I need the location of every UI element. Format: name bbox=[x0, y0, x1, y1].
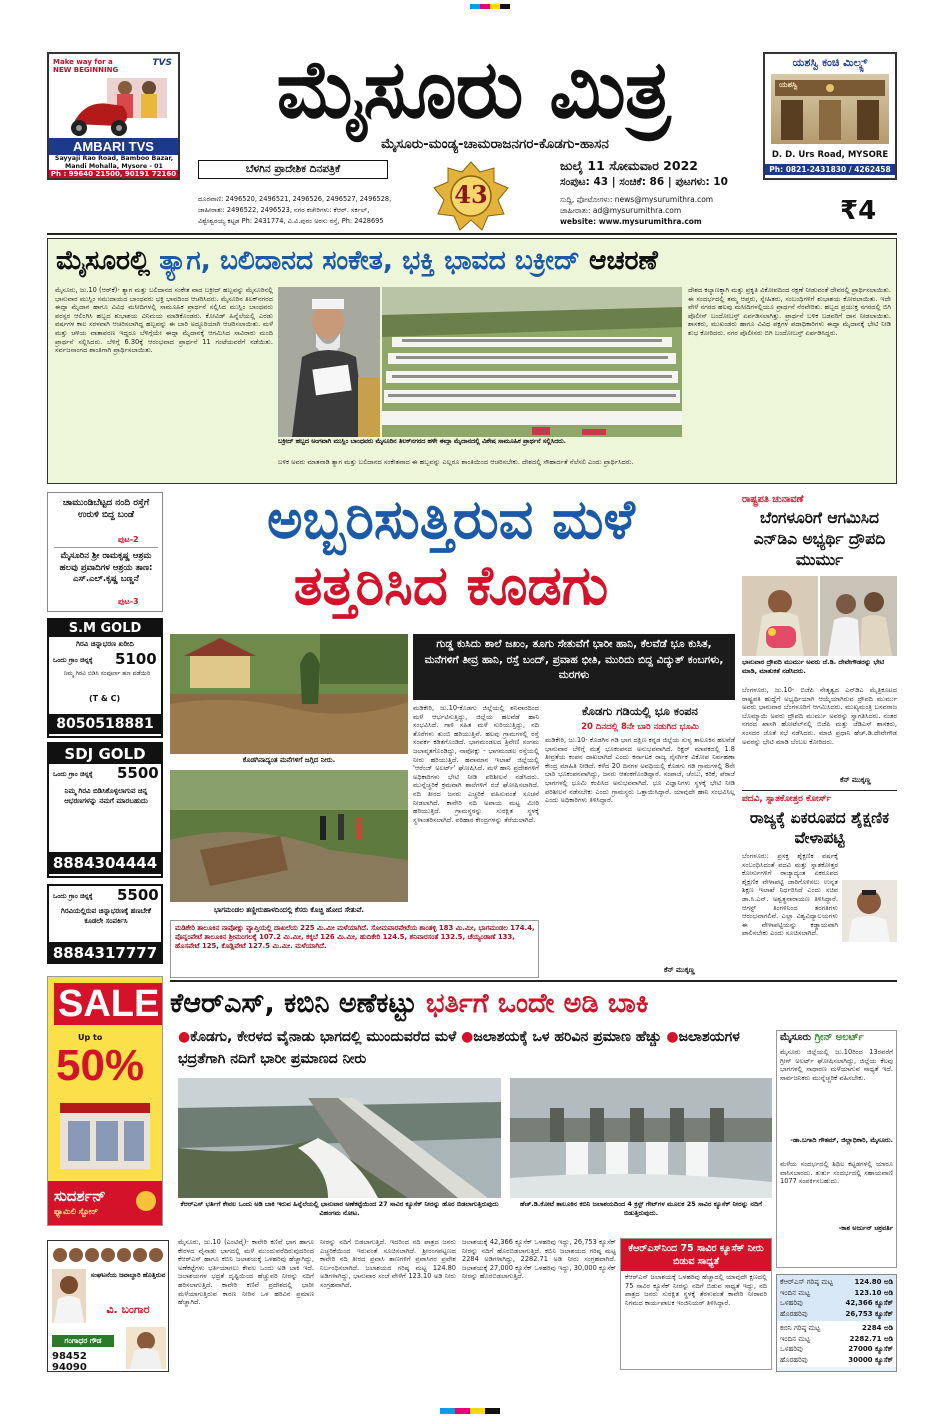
rain-headline-2: ತತ್ತರಿಸಿದ ಕೊಡಗು bbox=[293, 554, 609, 617]
yashaswi-title: ಯಶಸ್ವಿ ಕಂಚಿ ಮಿಲ್ಕ್ಸ್ bbox=[792, 56, 868, 69]
washed-bridge-caption: ಭಾಗಮಂಡಲ ತಣ್ಣೀರುಹಾಳದಿಂದಲ್ಲಿ ಕೆಸರು ಕೊಚ್ಚಿ ಹೋದ ಸೇತುವೆ. bbox=[213, 906, 365, 914]
masthead-regions: ಮೈಸೂರು-ಮಂಡ್ಯ-ಚಾಮರಾಜನಗರ-ಕೊಡಗು-ಹಾಸನ bbox=[381, 136, 609, 152]
dam-col-3: ಜಲಾಶಯಕ್ಕೆ 42,366 ಕ್ಯೂಸೆಕ್ ಒಳಹರಿವು ಇದ್ದು, 26,753 ಕ್ಯೂಸೆಕ್ ನೀರನ್ನು ನದಿಗೆ ಹೊರಬಿಡಲಾಗುತ್ತಿದೆ. ಕಬಿನಿ ಜಲಾಶಯದ ಗರಿಷ್ಠ ಮಟ್ಟ 2284 ಅಡಿಗಳಾಗಿದ್ದು, 2282.71 ಅಡಿ ನೀರು ಸಂಗ್ರಹವಾಗಿದೆ. ಜಲಾಶಯಕ್ಕೆ 27,000 ಕ್ಯೂಸೆಕ್ ಒಳಹರಿವು ಇದ್ದು, 30,000 ಕ್ಯೂಸೆಕ್ ನೀರನ್ನು ಹೊರಬಿಡಲಾಗುತ್ತಿದೆ. bbox=[462, 1238, 616, 1281]
eid-prayer-crowd-photo bbox=[382, 287, 682, 437]
krs-dam-photo bbox=[178, 1078, 501, 1198]
gold3-text: ಗಿರವಿಯಲ್ಲಿರುವ ಚಿನ್ನಾಭರಣಕ್ಕೆ ಹಣಬೇಕೆ ಕೂಡಲೇ ಸಂಪರ್ಕಿಸಿ bbox=[60, 907, 151, 925]
teaser-2[interactable]: ಮೈಸೂರಿನ ಶ್ರೀ ರಾಮಕೃಷ್ಣ ಆಶ್ರಮ ಹಲವು ಪ್ರವಾದಿಗಳ ಆಶ್ರಯ ತಾಣ: ಎಸ್.ಎಲ್.ಕೃಷ್ಣ ಬಣ್ಣನೆ bbox=[59, 551, 153, 584]
krs-photo-caption: ಕೆಆರ್‌ಎಸ್ ಭರ್ತಿಗೆ ಕೇವಲ ಒಂದು ಅಡಿ ಬಾಕಿ ಇರುವ ಹಿನ್ನೆಲೆಯಲ್ಲಿ ಭಾನುವಾರ ಅಣೆಕಟ್ಟೆಯಿಂದ 27 ಸಾವಿರ ಕ್ಯೂಸೆಕ್ ನೀರನ್ನು ಹೊರ ಬಿಡಲಾಗುತ್ತಿರುವುದು ವಿಹಂಗಮ ನೋಟ. bbox=[180, 1200, 499, 1217]
teaser-2-page[interactable]: ಪುಟ-3 bbox=[118, 597, 139, 606]
quake-text: ಮಡಿಕೇರಿ, ಜು.10- ಕೊಡಗಿನ ಗಡಿ ಭಾಗ ದಕ್ಷಿಣ ಕನ್ನಡ ಜಿಲ್ಲೆಯ ಸುಳ್ಯ ತಾಲೂಕಿನ ಹಲವೆಡೆ ಭಾನುವಾರ ಬೆಳಿಗ್ಗೆ ಮತ್ತೆ ಭೂಕಂಪನದ ಅನುಭವವಾಗಿದೆ. ರಿಕ್ಟರ್ ಮಾಪಕದಲ್ಲಿ 1.8 ತೀವ್ರತೆಯ ಕಂಪನ ದಾಖಲಾಗಿದೆ ಎಂದು ಕರ್ನಾಟಕ ರಾಜ್ಯ ನೈಸರ್ಗಿಕ ವಿಕೋಪ ನಿರ್ವಹಣಾ ಕೇಂದ್ರ ಮಾಹಿತಿ ನೀಡಿದೆ. ಕಳೆದ 20 ದಿನಗಳ ಅವಧಿಯಲ್ಲಿ ಕೊಡಗು ಗಡಿ ಗ್ರಾಮಗಳಲ್ಲಿ 8ನೇ ಬಾರಿ ಭೂಕಂಪನವಾಗಿದ್ದು, ಜನರು ಆತಂಕಗೊಂಡಿದ್ದಾರೆ. ಸಂಪಾಜೆ, ಚೆಂಬು, ಕರಿಕೆ, ಪೆರಾಜೆ ಭಾಗಗಳಲ್ಲಿ ಭೂಮಿ ಕಂಪಿಸಿದ ಅನುಭವವಾಗಿದೆ. ಭೂ ವಿಜ್ಞಾನಿಗಳು ಸ್ಥಳಕ್ಕೆ ಭೇಟಿ ನೀಡಿ ಪರಿಶೀಲನೆ ನಡೆಸಬೇಕು ಎಂದು ಗ್ರಾಮಸ್ಥರು ಒತ್ತಾಯಿಸಿದ್ದಾರೆ. ಯಾವುದೇ ಹಾನಿ ಸಂಭವಿಸಿಲ್ಲ ಎಂದು ಅಧಿಕಾರಿಗಳು ತಿಳಿಸಿದ್ದಾರೆ. bbox=[545, 736, 735, 805]
right-rule-1 bbox=[742, 790, 897, 791]
dam-alert-text: ಕೆಆರ್‌ಎಸ್ ಜಲಾಶಯಕ್ಕೆ ಒಳಹರಿವು ಹೆಚ್ಚಾದಲ್ಲಿ ಯಾವುದೇ ಕ್ಷಣದಲ್ಲಿ 75 ಸಾವಿರ ಕ್ಯೂಸೆಕ್ ನೀರನ್ನು ನದಿಗೆ ಬಿಡುವ ಸಾಧ್ಯತೆ ಇದ್ದು, ನದಿ ಪಾತ್ರದ ಜನರು ಸುರಕ್ಷಿತ ಸ್ಥಳಕ್ಕೆ ತೆರಳುವಂತೆ ಕಾವೇರಿ ನೀರಾವರಿ ನಿಗಮದ ಕಾರ್ಯಪಾಲಕ ಇಂಜಿನಿಯರ್ ತಿಳಿಸಿದ್ದಾರೆ. bbox=[625, 1273, 767, 1307]
stat-label: ಇಂದಿನ ಮಟ್ಟ bbox=[780, 1288, 811, 1297]
congrats-ad[interactable] bbox=[47, 1240, 169, 1372]
ambari-phone: Ph : 99640 21500, 90191 72160 bbox=[50, 170, 177, 178]
issue-meta bbox=[560, 176, 780, 189]
sudarshan-name: ಸುದರ್ಶನ್ bbox=[54, 1187, 106, 1205]
scooter-illustration bbox=[63, 76, 173, 138]
stat-label: ಒಳಹರಿವು bbox=[780, 1299, 803, 1307]
masthead-title: ಮೈಸೂರು ಮಿತ್ರ bbox=[276, 43, 670, 136]
bullet-dot: ● bbox=[666, 1029, 679, 1045]
kabini-row bbox=[780, 1344, 893, 1355]
dam-bullet-1: ಕೊಡಗು, ಕೇರಳದ ವೈನಾಡು ಭಾಗದಲ್ಲಿ ಮುಂದುವರೆದ ಮಳೆ bbox=[190, 1029, 457, 1045]
gold3-phone: 8884317777 bbox=[49, 942, 161, 964]
sale-upto: Up to bbox=[78, 1033, 103, 1042]
phones-line-3: ವಿಶ್ವೇಶ್ವರಯ್ಯ ಕಟ್ಟಡ Ph: 2431774, ವಿ.ವಿ.ಪುರಂ ಅರಸು ರಸ್ತೆ, Ph: 2428695 bbox=[198, 217, 384, 225]
quake-headline: ಕೊಡಗು ಗಡಿಯಲ್ಲಿ ಭೂ ಕಂಪನ bbox=[582, 704, 698, 718]
dam-headline-b: ಭರ್ತಿಗೆ ಒಂದೇ ಅಡಿ ಬಾಕಿ bbox=[426, 988, 649, 1019]
masthead-rule bbox=[47, 233, 897, 235]
sale-ad[interactable] bbox=[47, 976, 163, 1226]
contact-emails bbox=[560, 194, 770, 227]
sale-word: SALE bbox=[54, 983, 163, 1025]
stat-value: 27000 ಕ್ಯೂಸೆಕ್ bbox=[848, 1345, 893, 1353]
dam-stats-table bbox=[776, 1274, 897, 1372]
dam-col-2: ನೀರನ್ನು ನದಿಗೆ ಬಿಡಲಾಗುತ್ತಿದೆ. ಇದರಿಂದ ನದಿ ಪಾತ್ರದ ಜನರು ಎಚ್ಚರಿಕೆಯಿಂದ ಇರುವಂತೆ ಸೂಚಿಸಲಾಗಿದೆ. ಶ್ರೀರಂಗಪಟ್ಟಣದ ಕಾವೇರಿ ನದಿ ತೀರದ ಪ್ರವಾಸಿ ತಾಣಗಳಿಗೆ ಪ್ರವಾಸಿಗರ ಪ್ರವೇಶ ನಿರ್ಬಂಧಿಸಲಾಗಿದೆ. ಜಲಾಶಯದ ಗರಿಷ್ಠ ಮಟ್ಟ 124.80 ಅಡಿಗಳಾಗಿದ್ದು, ಭಾನುವಾರ ಸಂಜೆ ವೇಳೆಗೆ 123.10 ಅಡಿ ನೀರು ಸಂಗ್ರಹವಾಗಿದೆ. bbox=[320, 1238, 456, 1289]
sep-bar: | bbox=[667, 176, 676, 188]
lead-headline-b: ತ್ಯಾಗ, ಬಲಿದಾನದ ಸಂಕೇತ, ಭಕ್ತಿ ಭಾವದ ಬಕ್ರೀದ್ bbox=[159, 245, 580, 276]
president-byline: ಕೆನ್ ಮುಕ್ಕಣ್ಣ bbox=[840, 776, 871, 784]
stat-label: ಇಂದಿನ ಮಟ್ಟ bbox=[780, 1334, 811, 1343]
second-portrait bbox=[126, 1327, 166, 1369]
gold3-rate-label: ಒಂದು ಗ್ರಾಂ ಚಿನ್ನಕ್ಕೆ bbox=[53, 892, 93, 900]
phones-line-2: ಜಾಹೀರಾತು: 2496522, 2496523, ನಗರ ಕಚೇರಿಗಳು: ಕೆಆರ್. ಸರ್ಕಲ್, bbox=[198, 206, 370, 214]
email-news[interactable]: ಸುದ್ದಿ, ಫೋಟೋಗಳು: news@mysurumithra.com bbox=[560, 195, 714, 204]
green-alert-source: -ಡಾ.ಬಗಾದಿ ಗೌತಮ್, ಜಿಲ್ಲಾಧಿಕಾರಿ, ಮೈಸೂರು. bbox=[790, 1136, 893, 1144]
ambari-name: AMBARI TVS bbox=[49, 138, 178, 155]
kabini-dam-photo bbox=[510, 1078, 772, 1198]
dam-bullet-2: ಜಲಾಶಯಕ್ಕೆ ಒಳ ಹರಿವಿನ ಪ್ರಮಾಣ ಹೆಚ್ಚು bbox=[473, 1029, 662, 1045]
smgold-ad[interactable] bbox=[47, 618, 163, 738]
green-alert-text: ಮೈಸೂರು ಜಿಲ್ಲೆಯಲ್ಲಿ ಜು.10ರಿಂದ 13ರವರೆಗೆ ಗ್ರೀನ್ ಅಲರ್ಟ್ ಘೋಷಿಸಲಾಗಿದ್ದು, ಜಿಲ್ಲೆಯ ಕೆಲವು ಭಾಗಗಳಲ್ಲಿ ಸಾಧಾರಣ ಮಳೆಯಾಗುವ ಸಾಧ್ಯತೆ ಇದೆ. ಸಾರ್ವಜನಿಕರು ಮುನ್ನೆಚ್ಚರಿಕೆ ವಹಿಸಬೇಕು. bbox=[780, 1048, 893, 1082]
imam-photo bbox=[278, 287, 380, 437]
pgcourse-kicker: ಪದವಿ, ಸ್ನಾತಕೋತ್ತರ ಕೋರ್ಸ್ bbox=[742, 794, 832, 804]
pgcourse-text: ಬೆಂಗಳೂರು: ಪ್ರಸಕ್ತ ಶೈಕ್ಷಣಿಕ ವರ್ಷಕ್ಕೆ ಸಂಬಂಧಿಸಿದಂತೆ ಪದವಿ ಮತ್ತು ಸ್ನಾತಕೋತ್ತರ ಕೋರ್ಸುಗಳಿಗೆ ರಾಜ್ಯಾದ್ಯಂತ ಏಕರೂಪದ ಶೈಕ್ಷಣಿಕ ವೇಳಾಪಟ್ಟಿ ಜಾರಿಗೊಳಿಸಲು ಉನ್ನತ ಶಿಕ್ಷಣ ಇಲಾಖೆ ನಿರ್ಧರಿಸಿದೆ ಎಂದು ಸಚಿವ ಡಾ.ಸಿ.ಎನ್. ಅಶ್ವತ್ಥನಾರಾಯಣ ತಿಳಿಸಿದ್ದಾರೆ. ಆಗಸ್ಟ್ ತಿಂಗಳಿನಿಂದ ತರಗತಿಗಳು ಆರಂಭವಾಗಲಿವೆ. ಎಲ್ಲಾ ವಿಶ್ವವಿದ್ಯಾಲಯಗಳು ಈ ವೇಳಾಪಟ್ಟಿಯನ್ನು ಕಡ್ಡಾಯವಾಗಿ ಪಾಲಿಸಬೇಕು ಎಂದು ಸೂಚಿಸಲಾಗಿದೆ. bbox=[742, 852, 838, 938]
price: ₹4 bbox=[840, 196, 877, 226]
sudarshan-sub: ಫ್ಯಾಮಿಲಿ ಸ್ಟೋರ್ bbox=[54, 1207, 98, 1216]
sun-icon bbox=[136, 1191, 156, 1211]
president-text: ಬೆಂಗಳೂರು, ಜು.10- ಬಿಜೆಪಿ ನೇತೃತ್ವದ ಎನ್‌ಡಿಎ ಮೈತ್ರಿಕೂಟದ ರಾಷ್ಟ್ರಪತಿ ಹುದ್ದೆಗೆ ಅಭ್ಯರ್ಥಿಯಾಗಿ ಆಯ್ಕೆಯಾಗಿರುವ ದ್ರೌಪದಿ ಮುರ್ಮು ಅವರು ಭಾನುವಾರ ಬೆಂಗಳೂರಿಗೆ ಆಗಮಿಸಿದರು. ಮುಖ್ಯಮಂತ್ರಿ ಬಸವರಾಜ ಬೊಮ್ಮಾಯಿ ಅವರು ದ್ರೌಪದಿ ಮುರ್ಮು ಅವರನ್ನು ಸ್ವಾಗತಿಸಿದರು. ನಂತರ ನಗರದ ಖಾಸಗಿ ಹೋಟೆಲ್‌ನಲ್ಲಿ ಬಿಜೆಪಿ ಮತ್ತು ಜೆಡಿಎಸ್ ಶಾಸಕರು, ಸಂಸದರ ಜೊತೆ ಸಭೆ ನಡೆಸಿದರು. ಮಾಜಿ ಪ್ರಧಾನಿ ಹೆಚ್.ಡಿ.ದೇವೇಗೌಡ ಅವರನ್ನು ಭೇಟಿ ಮಾಡಿ ಬೆಂಬಲ ಕೋರಿದರು. bbox=[742, 686, 897, 746]
murmu-photo-1 bbox=[742, 576, 818, 656]
stat-label: ಹೊರಹರಿವು bbox=[780, 1309, 808, 1318]
smgold-text: ಗಿರವಿ ಚಿನ್ನಾಭರಣ ಖರೀದಿ bbox=[76, 640, 134, 648]
yashaswi-sign: ಯಶಸ್ವಿ bbox=[779, 80, 798, 89]
page-count: ಪುಟಗಳು: 10 bbox=[675, 176, 728, 188]
congrats-phone: 98452 94090 bbox=[52, 1351, 87, 1372]
teaser-box bbox=[47, 492, 163, 612]
yashaswi-address: D. D. Urs Road, MYSORE bbox=[771, 150, 889, 160]
anniversary-emblem bbox=[428, 160, 514, 232]
dam-section-rule bbox=[170, 980, 897, 982]
bullet-dot: ● bbox=[178, 1029, 191, 1045]
leader-portrait bbox=[52, 1269, 86, 1323]
lead-col-1: ಮೈಸೂರು, ಜು.10 (ಆರ್‌ಕೆ)- ತ್ಯಾಗ ಮತ್ತು ಬಲಿದಾನದ ಸಂಕೇತ ವಾದ ಬಕ್ರೀದ್ ಹಬ್ಬವನ್ನು ಮೈಸೂರಿನಲ್ಲಿ ಭಾನುವಾರ ಮುಸ್ಲಿಂ ಸಮುದಾಯದ ಬಾಂಧವರು ಭಕ್ತಿ ಭಾವದಿಂದ ಆಚರಿಸಿದರು. ಮೈಸೂರಿನ ತಿಲಕ್‌ನಗರದ ಈದ್ಗಾ ಮೈದಾನ ಹಾಗೂ ವಿವಿಧ ಮಸೀದಿಗಳಲ್ಲಿ ಸಾಮೂಹಿಕ ಪ್ರಾರ್ಥನೆ ಸಲ್ಲಿಸಿದ ಮುಸ್ಲಿಂ ಬಾಂಧವರು ಪರಸ್ಪರ ಆಲಿಂಗಿಸಿ ಹಬ್ಬದ ಶುಭಾಶಯ ವಿನಿಮಯ ಮಾಡಿಕೊಂಡರು. ಕೋವಿಡ್ ಹಿನ್ನೆಲೆಯಲ್ಲಿ ಎರಡು ವರ್ಷಗಳ ಕಾಲ ಸರಳವಾಗಿ ಆಚರಿಸಲಾಗಿದ್ದ ಹಬ್ಬವನ್ನು ಈ ಬಾರಿ ಅದ್ಧೂರಿಯಾಗಿ ಆಚರಿಸಲಾಯಿತು. ಮಳೆ ಮತ್ತು ಚಳಿಯ ವಾತಾವರಣ ಇದ್ದರೂ ಬೆಳಿಗ್ಗೆಯೇ ಈದ್ಗಾ ಮೈದಾನಕ್ಕೆ ಆಗಮಿಸಿದ ಸಾವಿರಾರು ಮಂದಿ ಪ್ರಾರ್ಥನೆ ಸಲ್ಲಿಸಿದರು. ಬೆಳಿಗ್ಗೆ 6.30ಕ್ಕೆ ಆರಂಭವಾದ ಪ್ರಾರ್ಥನೆ 11 ಗಂಟೆಯವರೆಗೆ ನಡೆಯಿತು. ಸರ್ವಜನಾಂಗದ ಶಾಂತಿಗಾಗಿ ಪ್ರಾರ್ಥಿಸಲಾಯಿತು. bbox=[55, 286, 273, 355]
yashaswi-ad[interactable] bbox=[763, 52, 897, 180]
president-kicker: ರಾಷ್ಟ್ರಪತಿ ಚುನಾವಣೆ bbox=[742, 494, 804, 505]
storefront-graphic bbox=[56, 1099, 154, 1169]
rainfall-box bbox=[170, 920, 539, 978]
smgold-rate: 5100 bbox=[115, 650, 157, 668]
sdjgold-ad[interactable] bbox=[47, 742, 163, 878]
dam-headline-a: ಕೆಆರ್‌ಎಸ್, ಕಬಿನಿ ಅಣೆಕಟ್ಟು bbox=[170, 988, 417, 1019]
lead-below-caption: ಬಳಿಕ ಅವರು ಮಾತನಾಡಿ ತ್ಯಾಗ ಮತ್ತು ಬಲಿದಾನದ ಸಂಕೇತವಾದ ಈ ಹಬ್ಬವನ್ನು ಎಲ್ಲರೂ ಶಾಂತಿಯಿಂದ ಆಚರಿಸಬೇಕು. ದೇಶದಲ್ಲಿ ಸೌಹಾರ್ದತೆ ನೆಲೆಸಲಿ ಎಂದು ಪ್ರಾರ್ಥಿಸಿದರು. bbox=[278, 458, 634, 466]
stat-value: 2282.71 ಅಡಿ bbox=[849, 1334, 893, 1343]
issue-date: ಜುಲೈ 11 ಸೋಮವಾರ 2022 bbox=[560, 158, 698, 173]
krs-row bbox=[780, 1277, 893, 1288]
stat-value: 124.80 ಅಡಿ bbox=[854, 1278, 893, 1286]
stat-label: ಕೆಆರ್‌ಎಸ್ ಗರಿಷ್ಠ ಮಟ್ಟ bbox=[780, 1278, 833, 1286]
sep-bar: | bbox=[611, 176, 620, 188]
kabini-row bbox=[780, 1355, 893, 1366]
smgold-sub: ನಿಮ್ಮ ಗಿರವಿ ಬಿಡಿಸಿ ಸಂಪೂರ್ಣ ಹಣ ಪಡೆಯಿರಿ bbox=[63, 670, 151, 677]
kabini-row bbox=[780, 1323, 893, 1334]
president-photo-caption: ಭಾನುವಾರ ದ್ರೌಪದಿ ಮುರ್ಮು ಅವರು ಜೆ.ಡಿ. ದೇವೇಗೌಡರನ್ನು ಭೇಟಿ ಮಾಡಿ, ಮಾತುಕತೆ ನಡೆಸಿದರು. bbox=[742, 658, 885, 675]
flood-house-photo bbox=[170, 634, 408, 754]
green-alert-kicker bbox=[780, 1032, 896, 1043]
stat-value: 2284 ಅಡಿ bbox=[862, 1324, 893, 1332]
president-headline: ಬೆಂಗಳೂರಿಗೆ ಆಗಮಿಸಿದ ಎನ್‌ಡಿಎ ಅಭ್ಯರ್ಥಿ ದ್ರೌಪದಿ ಮುರ್ಮು bbox=[753, 509, 886, 569]
teaser-divider bbox=[54, 547, 158, 548]
green-alert-kicker-b: ಗ್ರೀನ್ ಅಲರ್ಟ್ bbox=[814, 1032, 864, 1043]
kabini-photo-caption: ಹೆಚ್.ಡಿ.ಕೋಟೆ ತಾಲೂಕಿನ ಕಬಿನಿ ಜಲಾಶಯದಿಂದ 4 ಕ್ರಸ್ಟ್ ಗೇಟ್‌ಗಳ ಮೂಲಕ 25 ಸಾವಿರ ಕ್ಯೂಸೆಕ್ ನೀರನ್ನು ನದಿಗೆ ಬಿಡುತ್ತಿರುವುದು. bbox=[519, 1200, 763, 1217]
issue-number: ಸಂಚಿಕೆ: 86 bbox=[619, 176, 665, 188]
congrats-name: ವಿ. ಬಂಗಾರ bbox=[106, 1303, 150, 1316]
teaser-1[interactable]: ಚಾಮುಂಡಿಬೆಟ್ಟದ ನಂದಿ ರಸ್ತೆಗೆ ಉರುಳಿ ಬಿದ್ದ ಬಂಡೆ bbox=[62, 498, 150, 520]
teaser-1-page[interactable]: ಪುಟ-2 bbox=[118, 535, 139, 544]
dam-alert-box bbox=[620, 1238, 772, 1370]
rain-headline-1: ಅಬ್ಬರಿಸುತ್ತಿರುವ ಮಳೆ bbox=[267, 488, 635, 551]
green-alert-source-2: -ಕಾಶ ಅರ್ಜುನ್ ಚಕ್ರವರ್ತಿ bbox=[838, 1224, 893, 1232]
stat-label: ಹೊರಹರಿವು bbox=[780, 1355, 808, 1364]
ambari-address: Sayyaji Rao Road, Bamboo Bazar, Mandi Mohalla, Mysore - 01 bbox=[54, 155, 174, 170]
rain-deck: ಗುಡ್ಡ ಕುಸಿದು ಶಾಲೆ ಜಖಂ, ತೂಗು ಸೇತುವೆಗೆ ಭಾರೀ ಹಾನಿ, ಕೆಲವೆಡೆ ಭೂ ಕುಸಿತ, ಮನೆಗಳಿಗೆ ತೀವ್ರ ಹಾನಿ, ರಸ್ತೆ ಬಂದ್, ಪ್ರವಾಹ ಭೀತಿ, ಮುರಿದು ಬಿದ್ದ ವಿದ್ಯುತ್ ಕಂಬಗಳು, ಮರಗಳು bbox=[413, 634, 735, 700]
rain-col-mid: ಮಡಿಕೇರಿ, ಜು.10-ಕೊಡಗು ಜಿಲ್ಲೆಯಲ್ಲಿ ಶನಿವಾರದಿಂದ ಮಳೆ ಆರ್ಭಟಿಸುತ್ತಿದ್ದು, ಜಿಲ್ಲೆಯ ಹಲವೆಡೆ ಹಾನಿ ಸಂಭವಿಸಿದೆ. ಗಾಳಿ ಸಹಿತ ಮಳೆ ಸುರಿಯುತ್ತಿದ್ದು, ನದಿ ತೊರೆಗಳು ತುಂಬಿ ಹರಿಯುತ್ತಿವೆ. ಹಲವು ಗ್ರಾಮಗಳಲ್ಲಿ ರಸ್ತೆ ಸಂಪರ್ಕ ಕಡಿತಗೊಂಡಿದೆ. ಭಾಗಮಂಡಲದ ತ್ರಿವೇಣಿ ಸಂಗಮ ಜಲಾವೃತಗೊಂಡಿದ್ದು, ನಾಪೋಕ್ಲು - ಭಾಗಮಂಡಲ ರಸ್ತೆಯಲ್ಲಿ ನೀರು ಹರಿಯುತ್ತಿದೆ. ಹವಾಮಾನ ಇಲಾಖೆ ಜಿಲ್ಲೆಯಲ್ಲಿ 'ಆರೆಂಜ್ ಅಲರ್ಟ್' ಘೋಷಿಸಿದೆ. ಮಳೆ ಹಾನಿ ಪ್ರದೇಶಗಳಿಗೆ ಅಧಿಕಾರಿಗಳು ಭೇಟಿ ನೀಡಿ ಪರಿಶೀಲನೆ ನಡೆಸಿದರು. ಮುನ್ನೆಚ್ಚರಿಕೆ ಕ್ರಮವಾಗಿ ಶಾಲೆಗಳಿಗೆ ರಜೆ ಘೋಷಿಸಲಾಗಿದೆ. ನದಿ ತೀರದ ಜನರು ಎಚ್ಚರಿಕೆ ವಹಿಸುವಂತೆ ಸೂಚನೆ ನೀಡಲಾಗಿದೆ. ಕಾವೇರಿ ನದಿ ಅಪಾಯ ಮಟ್ಟ ಮೀರಿ ಹರಿಯುತ್ತಿದೆ. ಗ್ರಾಮಸ್ಥರನ್ನು ಸುರಕ್ಷಿತ ಸ್ಥಳಕ್ಕೆ ಸ್ಥಳಾಂತರಿಸಲಾಗಿದೆ. ಪರಿಹಾರ ಕೇಂದ್ರಗಳನ್ನು ತೆರೆಯಲಾಗಿದೆ. bbox=[413, 704, 539, 824]
quake-subhead: 20 ದಿನದಲ್ಲಿ 8ನೇ ಬಾರಿ ನಡುಗಿದ ಭೂಮಿ bbox=[581, 722, 699, 732]
rainfall-text: ಮಡಿಕೇರಿ ತಾಲೂಕಿನ ನಾಪೋಕ್ಲು ವ್ಯಾಪ್ತಿಯಲ್ಲಿ ದಾಖಲೆಯ 225 ಮಿ.ಮೀ ಮಳೆಯಾಗಿದೆ. ಸೋಮವಾರಪೇಟೆಯ ಶಾಂತಳ್ಳಿ 183 ಮಿ.ಮೀ, ಭಾಗಮಂಡಲ 174.4, ಪೊನ್ನಂಪೇಟೆ ತಾಲೂಕಿನ ಶ್ರೀಮಂಗಲಕ್ಕೆ 107.2 ಮಿ.ಮೀ, ಕಕ್ಕಬೆ 126 ಮಿ.ಮೀ, ಹುದಿಕೇರಿ 124.5, ಶನಿವಾರಸಂತೆ 132.5, ಚೆಯ್ಯಂಡಾಣೆ 133, ಹೊಸಪೇಟೆ 125, ಕೊಡ್ಲಿಪೇಟೆ 127.5 ಮಿ.ಮೀ. ಮಳೆಯಾಗಿದೆ. bbox=[175, 924, 535, 950]
contact-phones bbox=[198, 194, 428, 227]
stat-value: 26,753 ಕ್ಯೂಸೆಕ್ bbox=[845, 1309, 893, 1318]
stat-value: 30000 ಕ್ಯೂಸೆಕ್ bbox=[848, 1355, 893, 1364]
lead-photo-caption: ಬಕ್ರೀದ್ ಹಬ್ಬದ ಅಂಗವಾಗಿ ಮುಸ್ಲಿಂ ಬಾಂಧವರು ಮೈಸೂರಿನ ತಿಲಕ್‌ನಗರದ ಹಳೇ ಈದ್ಗಾ ಮೈದಾನದಲ್ಲಿ ವಿಶೇಷ ಸಾಮೂಹಿಕ ಪ್ರಾರ್ಥನೆ ಸಲ್ಲಿಸಿದರು. bbox=[278, 438, 567, 445]
ambari-tagline: Make way for a NEW BEGINNING bbox=[53, 58, 119, 74]
kabini-row bbox=[780, 1334, 893, 1345]
bullet-dot: ● bbox=[461, 1029, 474, 1045]
lead-headline bbox=[56, 241, 892, 281]
kabini-stats bbox=[777, 1321, 896, 1367]
yashaswi-phone: Ph: 0821-2431830 / 4262458 bbox=[765, 164, 895, 175]
smgold-phone: 8050518881 bbox=[49, 714, 161, 734]
phones-line-1: ದೂರವಾಣಿ: 2496520, 2496521, 2496526, 2496527, 2496528, bbox=[198, 195, 392, 203]
sdjgold-rate: 5500 bbox=[117, 764, 159, 782]
pgcourse-headline: ರಾಜ್ಯಕ್ಕೆ ಏಕರೂಪದ ಶೈಕ್ಷಣಿಕ ವೇಳಾಪಟ್ಟಿ bbox=[749, 809, 890, 847]
smgold-title: S.M GOLD bbox=[49, 620, 161, 637]
dam-col-1: ಮೈಸೂರು, ಜು.10 (ಎಂಟಿವೈ)- ಕಾವೇರಿ ಕಣಿವೆ ಭಾಗ ಹಾಗೂ ಕೇರಳದ ವೈನಾಡು ಭಾಗದಲ್ಲಿ ಮಳೆ ಮುಂದುವರೆದಿರುವುದರಿಂದ ಕೆಆರ್‌ಎಸ್ ಹಾಗೂ ಕಬಿನಿ ಜಲಾಶಯಕ್ಕೆ ಒಳಹರಿವು ಹೆಚ್ಚಾಗಿದ್ದು, ಅಣೆಕಟ್ಟೆಗಳು ಭರ್ತಿಯಾಗಲು ಕೇವಲ ಒಂದು ಅಡಿ ಬಾಕಿ ಇದೆ. ಜಲಾಶಯಗಳ ಭದ್ರತೆ ದೃಷ್ಟಿಯಿಂದ ಹೆಚ್ಚುವರಿ ನೀರನ್ನು ನದಿಗೆ ಹರಿಸಲಾಗುತ್ತಿದೆ. ಕಾವೇರಿ ಕಣಿವೆ ಪ್ರದೇಶದಲ್ಲಿ ಭಾರೀ ಮಳೆಯಾಗುತ್ತಿರುವ ಕಾರಣ ನೀರಿನ ಒಳ ಹರಿವಿನ ಪ್ರಮಾಣ ಹೆಚ್ಚಾಗಿದೆ. bbox=[178, 1238, 314, 1307]
sdjgold-title: SDJ GOLD bbox=[49, 744, 161, 764]
print-color-bar-top bbox=[470, 4, 510, 9]
website-link[interactable]: website: www.mysurumithra.com bbox=[560, 217, 702, 226]
volume: ಸಂಪುಟ: 43 bbox=[560, 176, 609, 188]
lead-headline-a: ಮೈಸೂರಲ್ಲಿ bbox=[56, 245, 151, 276]
krs-stats bbox=[777, 1275, 896, 1321]
stat-value: 123.10 ಅಡಿ bbox=[854, 1288, 893, 1297]
lead-headline-c: ಆಚರಣೆ bbox=[588, 245, 658, 276]
dam-bullet-3: ಜಲಾಶಯಗಳ ಭದ್ರತೆಗಾಗಿ ನದಿಗೆ ಭಾರೀ ಪ್ರಮಾಣದ ನೀರು bbox=[178, 1029, 740, 1067]
krs-row bbox=[780, 1288, 893, 1299]
sale-percent: 50% bbox=[56, 1041, 145, 1090]
dam-alert-head: ಕೆಆರ್‌ಎಸ್‌ನಿಂದ 75 ಸಾವಿರ ಕ್ಯೂಸೆಕ್ ನೀರು ಬಿಡುವ ಸಾಧ್ಯತೆ bbox=[621, 1239, 771, 1271]
print-color-bar-bottom bbox=[440, 1408, 500, 1414]
sdjgold-text: ನಿಮ್ಮ ಗಿರವಿ ಬಿಡಿಸಿಕೊಳ್ಳಲಾಗುವ ಚಿನ್ನ ಆಭರಣಗಳನ್ನು ನಮಗೆ ಮಾರಬಹುದು bbox=[64, 787, 148, 805]
sudarshan-logo bbox=[48, 1181, 162, 1225]
sdjgold-phone: 8884304444 bbox=[49, 852, 161, 874]
green-alert-text-2: ಮಳೆಯ ಸಂದರ್ಭದಲ್ಲಿ ಶಿಥಿಲ ಕಟ್ಟಡಗಳಲ್ಲಿ ಯಾರೂ ವಾಸಿಸಬಾರದು. ತುರ್ತು ಸಂದರ್ಭದಲ್ಲಿ ಸಹಾಯವಾಣಿ 1077 ಸಂಪರ್ಕಿಸಬಹುದು. bbox=[780, 1160, 893, 1186]
flood-house-caption: ಕೊಡಗಿನಾದ್ಯಂತ ಮನೆಗಳಿಗೆ ಜಗ್ಗಿದ ನೀರು. bbox=[242, 756, 336, 764]
stat-value: 42,366 ಕ್ಯೂಸೆಕ್ bbox=[845, 1299, 893, 1307]
minister-photo bbox=[842, 880, 897, 942]
stat-label: ಒಳಹರಿವು bbox=[780, 1345, 803, 1353]
dam-headline bbox=[170, 984, 897, 1024]
congrats-text: ಸಂಘಟನೆಯ ಜವಾಬ್ದಾರಿ ಹೊತ್ತಿರುವ bbox=[90, 1271, 166, 1279]
krs-row bbox=[780, 1298, 893, 1309]
stat-label: ಕಬಿನಿ ಗರಿಷ್ಠ ಮಟ್ಟ bbox=[780, 1324, 821, 1332]
sdjgold-rate-label: ಒಂದು ಗ್ರಾಂ ಚಿನ್ನಕ್ಕೆ bbox=[53, 770, 93, 778]
smgold-terms: (T & C) bbox=[89, 694, 121, 703]
anniversary-number: 43 bbox=[454, 180, 488, 209]
lead-col-4: ದೇಶದ ಕಲ್ಯಾಣಕ್ಕಾಗಿ ಮತ್ತು ಪ್ರಕೃತಿ ವಿಕೋಪದಿಂದ ರಕ್ಷಣೆ ನೀಡುವಂತೆ ದೇವರಲ್ಲಿ ಪ್ರಾರ್ಥಿಸಲಾಯಿತು. ಈ ಸಂದರ್ಭದಲ್ಲಿ ತಮ್ಮ ಆಪ್ತರು, ಸ್ನೇಹಿತರು, ಸಂಬಂಧಿಗಳಿಗೆ ಶುಭಾಶಯ ಕೋರಲಾಯಿತು. ಇದೇ ವೇಳೆ ನಗರದ ಹಲವು ಮಸೀದಿಗಳಲ್ಲಿಯೂ ಪ್ರಾರ್ಥನೆ ನೆರವೇರಿತು. ಹಬ್ಬದ ಪ್ರಯುಕ್ತ ನಗರದಲ್ಲಿ ಬಿಗಿ ಪೊಲೀಸ್ ಬಂದೋಬಸ್ತ್ ಏರ್ಪಡಿಸಲಾಗಿತ್ತು. ಪ್ರಾರ್ಥನೆ ಬಳಿಕ ಬಡವರಿಗೆ ದಾನ ನೀಡಲಾಯಿತು. ಶಾಸಕರು, ಮುಖಂಡರು ಹಾಗೂ ವಿವಿಧ ಪಕ್ಷಗಳ ಪದಾಧಿಕಾರಿಗಳು ಈದ್ಗಾ ಮೈದಾನಕ್ಕೆ ಭೇಟಿ ನೀಡಿ ಶುಭ ಕೋರಿದರು. ನಗರ ಪೊಲೀಸರು ಬಿಗಿ ಬಂದೋಬಸ್ತ್ ಏರ್ಪಡಿಸಿದ್ದರು. bbox=[688, 286, 891, 337]
krs-row bbox=[780, 1309, 893, 1320]
smgold-rate-label: ಒಂದು ಗ್ರಾಂ ಚಿನ್ನಕ್ಕೆ bbox=[53, 656, 93, 664]
leader-photos-strip bbox=[52, 1245, 166, 1265]
gold-ad-3[interactable] bbox=[47, 884, 163, 964]
tagline-box: ಬೆಳಗಿನ ಪ್ರಾದೇಶಿಕ ದಿನಪತ್ರಿಕೆ bbox=[198, 160, 388, 179]
yashaswi-storefront bbox=[771, 74, 889, 144]
congrats-sub: ಗಂಗಾಧರ ಗೌಡ bbox=[52, 1335, 114, 1347]
ambari-tvs-ad[interactable] bbox=[47, 52, 180, 180]
email-ads[interactable]: ಜಾಹೀರಾತು: ad@mysurumithra.com bbox=[560, 206, 682, 215]
gold3-rate: 5500 bbox=[117, 886, 159, 904]
quake-byline: ಕೆನ್ ಮುಕ್ಕಣ್ಣ bbox=[664, 966, 695, 974]
washed-bridge-photo bbox=[170, 770, 408, 902]
tvs-logo: TVS bbox=[152, 58, 172, 68]
green-alert-kicker-a: ಮೈಸೂರು bbox=[780, 1032, 812, 1043]
dam-bullets bbox=[178, 1026, 768, 1070]
murmu-photo-2 bbox=[820, 576, 897, 656]
